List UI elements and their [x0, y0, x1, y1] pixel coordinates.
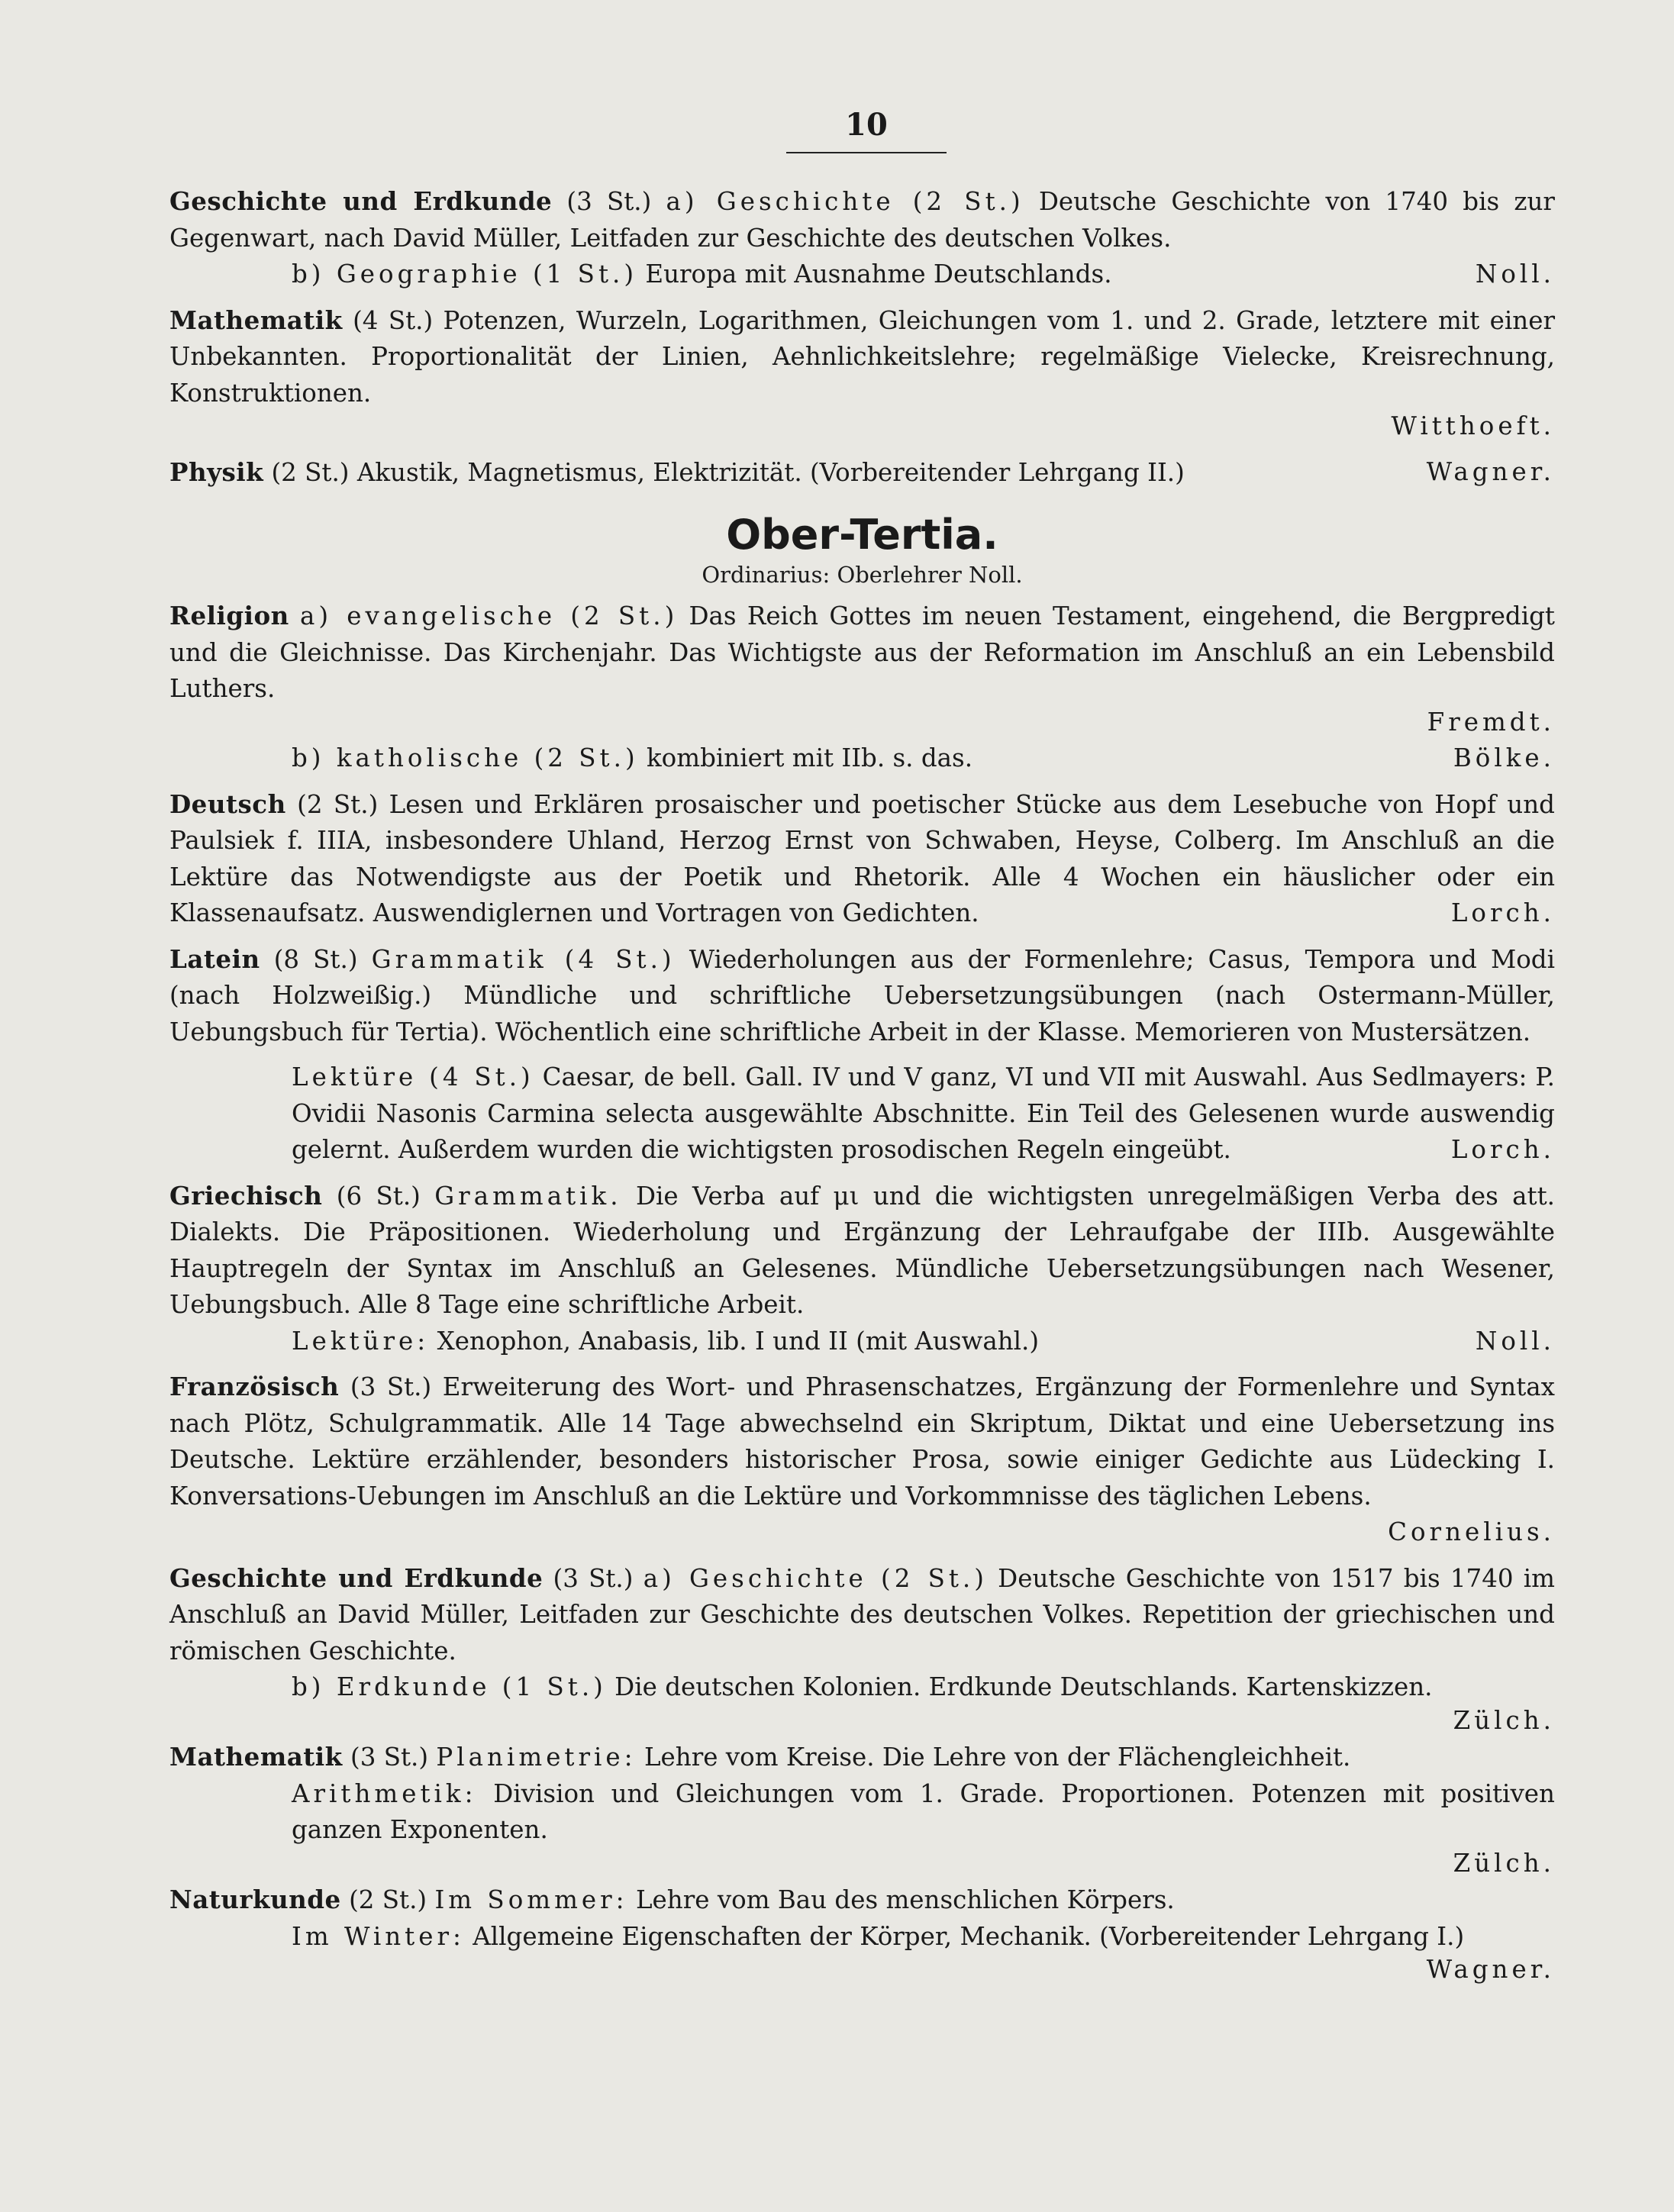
subject-heading: Religion — [169, 601, 289, 630]
hours: (2 St.) — [297, 789, 379, 819]
teacher-name: Zülch. — [1453, 1705, 1555, 1735]
part-intro: Lektüre (4 St.) — [292, 1062, 534, 1091]
section-erdkunde — [169, 1669, 1555, 1706]
part-intro: Grammatik (4 St.) — [371, 944, 676, 974]
part-text: Deutsche Geschichte von 1517 bis 1740 im Anschluß an David Müller, Leitfaden zur Geschichte des deutschen Volkes. Repetition der griechischen und römischen Geschichte. — [169, 1563, 1555, 1665]
part-text: Caesar, de bell. Gall. IV und V ganz, VI und VII mit Auswahl. Aus Sedlmayers: P. Ovidii Nasonis Carmina selecta ausgewählte Abschnitte. Ein Teil des Gelesenen wurde auswendig gelernt. Außerdem wurden die wichtigsten prosodischen Regeln eingeübt. — [292, 1062, 1556, 1164]
part-text: Die Verba auf μι und die wichtigsten unregelmäßigen Verba des att. Dialekts. Die Präpositionen. Wiederholung und Ergänzung der Lehraufgabe der IIIb. Ausgewählte Hauptregeln der Syntax im Anschluß an Gelesenes. Mündliche Uebersetzungsübungen nach Wesener, Uebungsbuch. Alle 8 Tage eine schriftliche Arbeit. — [169, 1181, 1555, 1319]
subject-heading: Griechisch — [169, 1180, 323, 1211]
part-intro: a) Geschichte (2 St.) — [666, 187, 1024, 216]
part-text: kombiniert mit IIb. s. das. — [646, 743, 973, 772]
section-naturkunde — [169, 1881, 1555, 1919]
section-deutsch — [169, 786, 1555, 932]
part-intro: Grammatik. — [434, 1181, 622, 1211]
section-text: Potenzen, Wurzeln, Logarithmen, Gleichungen vom 1. und 2. Grade, letztere mit einer Unbekannten. Proportionalität der Linien, Aehnlichkeitslehre; regelmäßige Vielecke, Kreisrechnung, Konstruktionen. — [169, 305, 1555, 408]
part-text: Das Reich Gottes im neuen Testament, eingehend, die Bergpredigt und die Gleichnisse. Das Kirchenjahr. Das Wichtigste aus der Reformation im Anschluß an ein Lebensbild Luthers. — [169, 601, 1555, 703]
section-griechisch-lektuere — [169, 1324, 1555, 1360]
page-body — [169, 183, 1555, 1988]
teacher-name: Wagner. — [1426, 1955, 1555, 1984]
section-text: Lesen und Erklären prosaischer und poetischer Stücke aus dem Lesebuche von Hopf und Paulsiek f. IIIA, insbesondere Uhland, Herzog Ernst von Schwaben, Heyse, Colberg. Im Anschluß an die Lektüre das Notwendigste aus der Poetik und Rhetorik. Alle 4 Wochen ein häuslicher oder ein Klassenaufsatz. Auswendiglernen und Vortragen von Gedichten. — [169, 789, 1555, 927]
subject-heading: Physik — [169, 456, 264, 487]
teacher-name: Lorch. — [1450, 1135, 1555, 1164]
part-text: Deutsche Geschichte von 1740 bis zur Gegenwart, nach David Müller, Leitfaden zur Geschichte des deutschen Volkes. — [169, 187, 1555, 253]
hours: (4 St.) — [353, 305, 434, 335]
subject-heading: Französisch — [169, 1372, 340, 1401]
subject-heading: Latein — [169, 943, 260, 974]
section-naturkunde-winter — [169, 1919, 1555, 1956]
hours: (6 St.) — [336, 1181, 421, 1211]
section-franzoesisch — [169, 1369, 1555, 1551]
teacher-name: Noll. — [1475, 260, 1555, 289]
part-text: Lehre vom Bau des menschlichen Körpers. — [635, 1885, 1175, 1914]
section-geschichte-top — [169, 183, 1555, 256]
subject-heading: Deutsch — [169, 788, 286, 819]
part-text: Europa mit Ausnahme Deutschlands. — [645, 260, 1112, 289]
teacher-name: Fremdt. — [1427, 707, 1555, 737]
ordinarius-label: Ordinarius: — [702, 562, 831, 588]
section-mathematik — [169, 1739, 1555, 1776]
hours: (8 St.) — [273, 944, 358, 974]
section-arithmetik — [169, 1776, 1555, 1849]
part-intro: Im Sommer: — [434, 1885, 628, 1914]
teacher-name: Bölke. — [1453, 743, 1555, 772]
subject-heading: Geschichte und Erdkunde — [169, 186, 553, 216]
class-title: Ober-Tertia. — [726, 511, 998, 559]
part-text: Die deutschen Kolonien. Erdkunde Deutschlands. Kartenskizzen. — [614, 1672, 1433, 1701]
section-text: Akustik, Magnetismus, Elektrizität. (Vorbereitender Lehrgang II.) — [356, 457, 1185, 487]
part-intro: b) katholische (2 St.) — [292, 743, 639, 772]
subject-heading: Naturkunde — [169, 1885, 341, 1914]
hours: (2 St.) — [349, 1885, 427, 1914]
hours: (3 St.) — [566, 187, 652, 216]
page-number: 10 — [786, 107, 947, 153]
subject-heading: Mathematik — [169, 1742, 343, 1772]
part-text: Division und Gleichungen vom 1. Grade. Proportionen. Potenzen mit positiven ganzen Exponenten. — [292, 1778, 1555, 1844]
section-geschichte — [169, 1560, 1555, 1670]
teacher-name: Noll. — [1475, 1326, 1555, 1356]
section-mathematik-top — [169, 302, 1555, 412]
part-intro: b) Erdkunde (1 St.) — [292, 1672, 607, 1701]
part-intro: a) evangelische (2 St.) — [300, 601, 679, 630]
part-intro: a) Geschichte (2 St.) — [643, 1563, 988, 1593]
section-religion-b — [169, 740, 1555, 777]
part-intro: b) Geographie (1 St.) — [292, 260, 638, 289]
part-intro: Planimetrie: — [436, 1743, 637, 1772]
section-latein-lektuere — [169, 1059, 1555, 1169]
part-intro: Arithmetik: — [292, 1778, 477, 1808]
hours: (2 St.) — [271, 457, 350, 487]
teacher-name: Witthoeft. — [1391, 411, 1555, 440]
teacher-name: Zülch. — [1453, 1848, 1555, 1878]
ordinarius-line — [169, 559, 1555, 590]
hours: (3 St.) — [350, 1743, 429, 1772]
teacher-name: Cornelius. — [1388, 1517, 1555, 1546]
part-text: Xenophon, Anabasis, lib. I und II (mit Auswahl.) — [437, 1326, 1040, 1356]
part-intro: Im Winter: — [292, 1921, 465, 1951]
hours: (3 St.) — [553, 1563, 634, 1593]
hours: (3 St.) — [350, 1372, 432, 1401]
teacher-name: Lorch. — [1450, 898, 1555, 927]
section-griechisch — [169, 1178, 1555, 1324]
part-text: Wiederholungen aus der Formenlehre; Casus, Tempora und Modi (nach Holzweißig.) Mündliche und schriftliche Uebersetzungsübungen (nach Ostermann-Müller, Uebungsbuch für Tertia). Wöchentlich eine schriftliche Arbeit in der Klasse. Memorieren von Mustersätzen. — [169, 944, 1556, 1046]
section-geographie-line — [169, 256, 1555, 293]
part-intro: Lektüre: — [292, 1326, 430, 1356]
subject-heading: Mathematik — [169, 305, 343, 335]
ordinarius-name: Oberlehrer Noll. — [837, 562, 1023, 588]
teacher-name: Wagner. — [1426, 456, 1555, 486]
section-latein — [169, 941, 1555, 1051]
part-text: Lehre vom Kreise. Die Lehre von der Flächengleichheit. — [643, 1743, 1351, 1772]
part-text: Allgemeine Eigenschaften der Körper, Mechanik. (Vorbereitender Lehrgang I.) — [473, 1921, 1465, 1951]
section-physik — [169, 454, 1555, 492]
section-text: Erweiterung des Wort- und Phrasenschatzes, Ergänzung der Formenlehre und Syntax nach Plötz, Schulgrammatik. Alle 14 Tage abwechselnd ein Skriptum, Diktat und eine Uebersetzung ins Deutsche. Lektüre erzählender, besonders historischer Prosa, sowie einiger Gedichte aus Lüdecking I. Konversations-Uebungen im Anschluß an die Lektüre und Vorkommnisse des täglichen Lebens. — [169, 1372, 1555, 1511]
section-religion — [169, 598, 1555, 708]
subject-heading: Geschichte und Erdkunde — [169, 1562, 543, 1593]
